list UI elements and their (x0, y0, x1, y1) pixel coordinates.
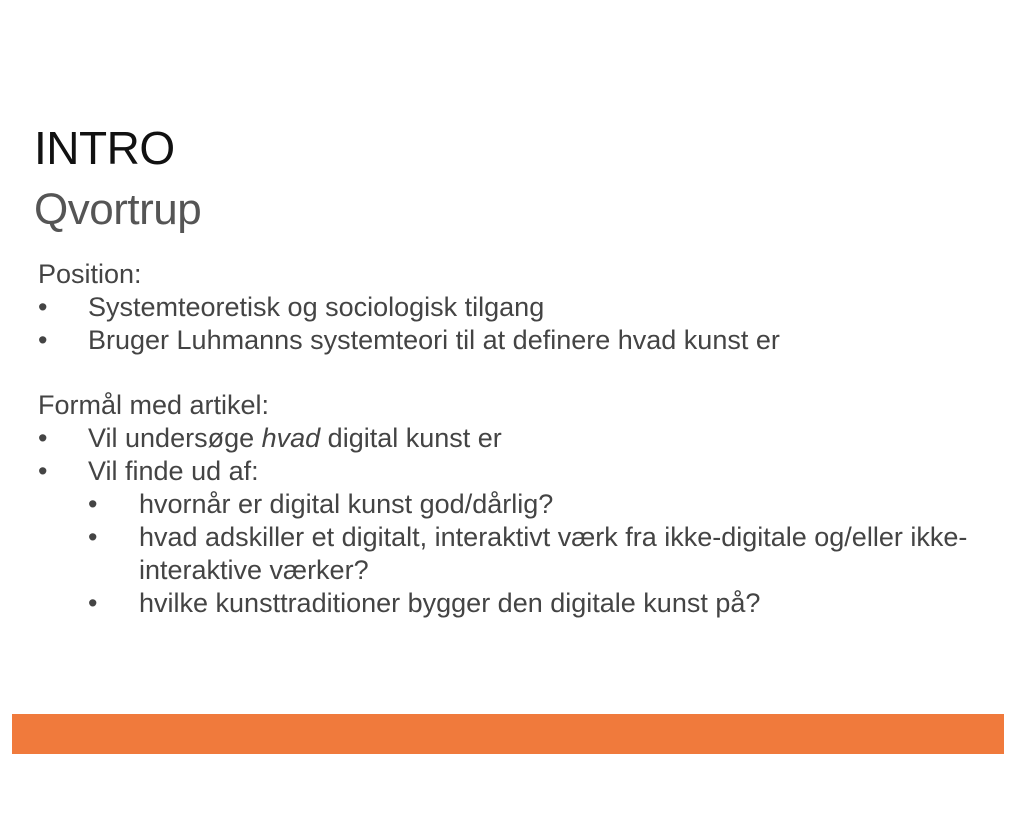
sub-bullet-item (38, 488, 998, 521)
bullet-text-before: Vil undersøge (88, 423, 262, 453)
sub-bullet-item (38, 521, 998, 587)
bullet-symbol: • (88, 489, 98, 519)
bullet-text: Bruger Luhmanns systemteori til at definere hvad kunst er (88, 325, 780, 355)
bullet-text: Vil finde ud af: (88, 456, 259, 486)
sub-bullet-text: hvilke kunsttraditioner bygger den digitale kunst på? (139, 588, 761, 618)
bullet-item (38, 455, 998, 488)
bullet-text-emphasis: hvad (261, 423, 321, 453)
slide-body (38, 258, 998, 620)
sub-bullet-text: hvornår er digital kunst god/dårlig? (139, 489, 554, 519)
slide-title: INTRO (34, 122, 175, 174)
bullet-symbol: • (88, 522, 98, 552)
sub-bullet-text: hvad adskiller et digitalt, interaktivt værk fra ikke-digitale og/eller ikke-interaktive værker? (139, 522, 968, 585)
bullet-symbol: • (38, 423, 48, 453)
bullet-item (38, 291, 998, 324)
bullet-symbol: • (38, 292, 48, 322)
section-heading-purpose: Formål med artikel: (38, 390, 270, 420)
bullet-text: Systemteoretisk og sociologisk tilgang (88, 292, 545, 322)
paragraph-spacer (38, 357, 998, 389)
bullet-symbol: • (88, 588, 98, 618)
slide-subtitle: Qvortrup (34, 185, 202, 234)
bullet-text (88, 423, 502, 453)
bullet-symbol: • (38, 456, 48, 486)
bullet-item (38, 324, 998, 357)
bullet-symbol: • (38, 325, 48, 355)
bullet-text-after: digital kunst er (320, 423, 502, 453)
sub-bullet-item (38, 587, 998, 620)
bullet-item (38, 422, 998, 455)
footer-bar (12, 714, 1004, 783)
section-heading-position: Position: (38, 259, 142, 289)
footer-text: Digital æstetik i teori og praksis :: OPLEVELSESDESIGN :: 18.03.10 :: Anne Sophie Witzke (46, 764, 758, 783)
